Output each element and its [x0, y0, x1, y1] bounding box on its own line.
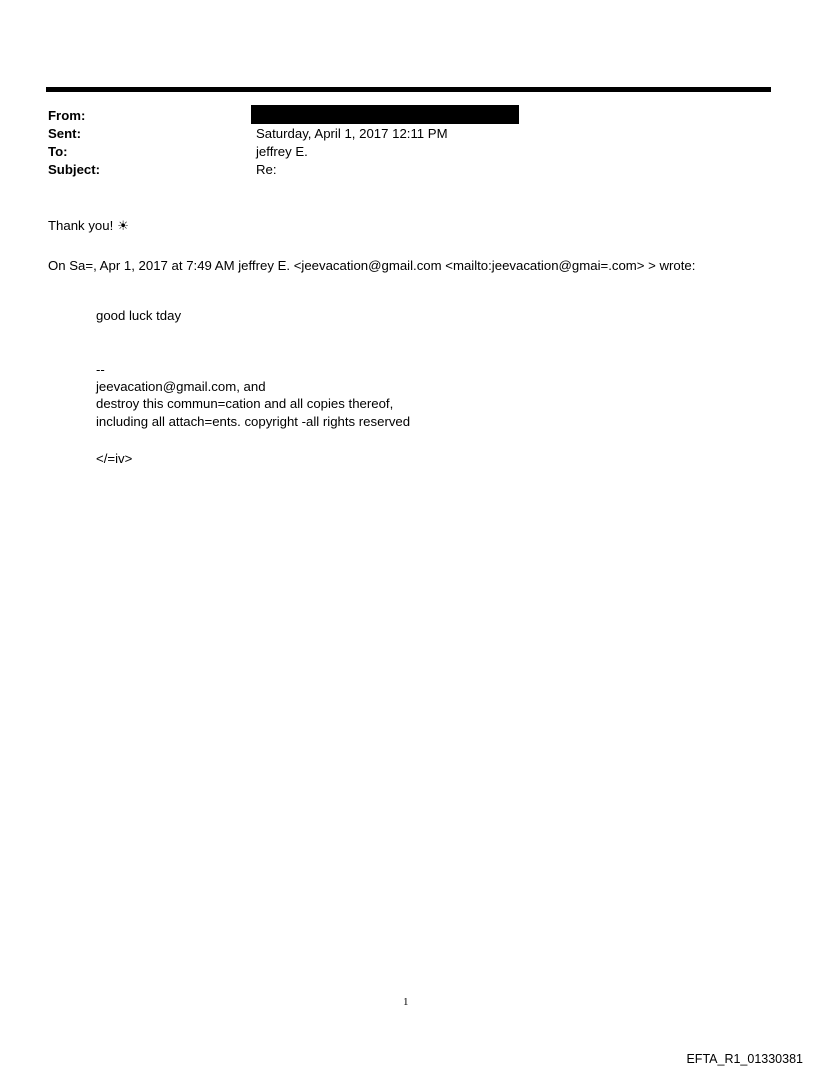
subject-label: Subject:: [48, 162, 101, 177]
quoted-message: good luck tday: [96, 308, 182, 323]
document-id: EFTA_R1_01330381: [686, 1052, 803, 1066]
reply-text: Thank you!: [48, 218, 114, 233]
subject-value: Re:: [256, 162, 277, 177]
signature-separator: --: [96, 362, 105, 377]
reply-line: [48, 218, 129, 234]
sent-row: [48, 125, 748, 143]
subject-row: [48, 161, 748, 179]
signature-line-3: including all attach=ents. copyright -all rights reserved: [96, 414, 411, 429]
sent-label: Sent:: [48, 126, 81, 141]
to-label: To:: [48, 144, 68, 159]
page-number: 1: [403, 996, 409, 1008]
sent-value: Saturday, April 1, 2017 12:11 PM: [256, 126, 448, 141]
redaction-box: [251, 105, 519, 124]
to-row: [48, 143, 748, 161]
from-row: [48, 107, 748, 125]
signature-line-1: jeevacation@gmail.com, and: [96, 379, 266, 394]
signature-line-2: destroy this commun=cation and all copies thereof,: [96, 396, 394, 411]
email-header: [48, 107, 748, 179]
to-value: jeffrey E.: [256, 144, 308, 159]
sun-icon: ☀: [117, 218, 129, 233]
trailing-markup: </=iv>: [96, 451, 133, 466]
header-divider: [46, 87, 771, 92]
from-label: From:: [48, 108, 86, 123]
attribution-line: On Sa=, Apr 1, 2017 at 7:49 AM jeffrey E. <jeevacation@gmail.com <mailto:jeevacation@gmai=.com> > wrote:: [48, 258, 696, 273]
